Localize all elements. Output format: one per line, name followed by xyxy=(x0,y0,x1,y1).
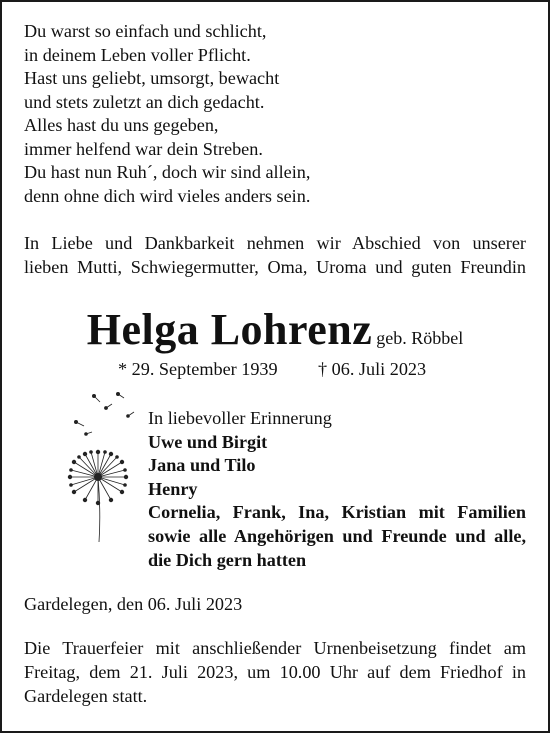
poem-line: und stets zuletzt an dich gedacht. xyxy=(24,91,265,112)
poem-line: Hast uns geliebt, umsorgt, bewacht xyxy=(24,68,280,88)
mourner-line: Cornelia, Frank, Ina, Kristian mit Familien xyxy=(148,502,526,523)
mourner-line: Uwe und Birgit xyxy=(148,431,268,452)
place-date: Gardelegen, den 06. Juli 2023 xyxy=(24,594,243,614)
funeral-notice xyxy=(24,636,526,708)
mourner-line: Henry xyxy=(148,478,198,499)
mourner-line: die Dich gern hatten xyxy=(148,549,307,570)
poem-line: Du hast nun Ruh´, doch wir sind allein, xyxy=(24,162,311,182)
poem-line: immer helfend war dein Streben. xyxy=(24,138,263,159)
poem-line: Du warst so einfach und schlicht, xyxy=(24,21,267,41)
poem xyxy=(24,20,310,208)
mourners-intro: In liebevoller Erinnerung xyxy=(148,408,332,428)
funeral-line: Gardelegen statt. xyxy=(24,686,148,706)
mourner-line: sowie alle Angehörigen und Freunde und alle, xyxy=(148,525,526,546)
deceased-name-row xyxy=(0,304,550,355)
mourners-list xyxy=(148,407,526,572)
deceased-name: Helga Lohrenz xyxy=(86,305,373,354)
poem-line: Alles hast du uns gegeben, xyxy=(24,115,219,135)
funeral-line: Die Trauerfeier mit anschließender Urnenbeisetzung findet am xyxy=(24,638,526,658)
poem-line: in deinem Leben voller Pflicht. xyxy=(24,44,251,65)
farewell-line: lieben Mutti, Schwiegermutter, Oma, Uroma und guten Freundin xyxy=(24,257,526,277)
birth-date: * 29. September 1939 xyxy=(118,359,278,379)
mourner-line: Jana und Tilo xyxy=(148,455,256,476)
farewell-intro xyxy=(24,231,526,279)
maiden-name: geb. Röbbel xyxy=(376,328,464,348)
farewell-line: In Liebe und Dankbarkeit nehmen wir Abschied von unserer xyxy=(24,233,526,253)
death-date: † 06. Juli 2023 xyxy=(318,359,427,379)
poem-line: denn ohne dich wird vieles anders sein. xyxy=(24,185,311,206)
dandelion-icon xyxy=(56,382,146,547)
funeral-line: Freitag, dem 21. Juli 2023, um 10.00 Uhr auf dem Friedhof in xyxy=(24,662,526,682)
